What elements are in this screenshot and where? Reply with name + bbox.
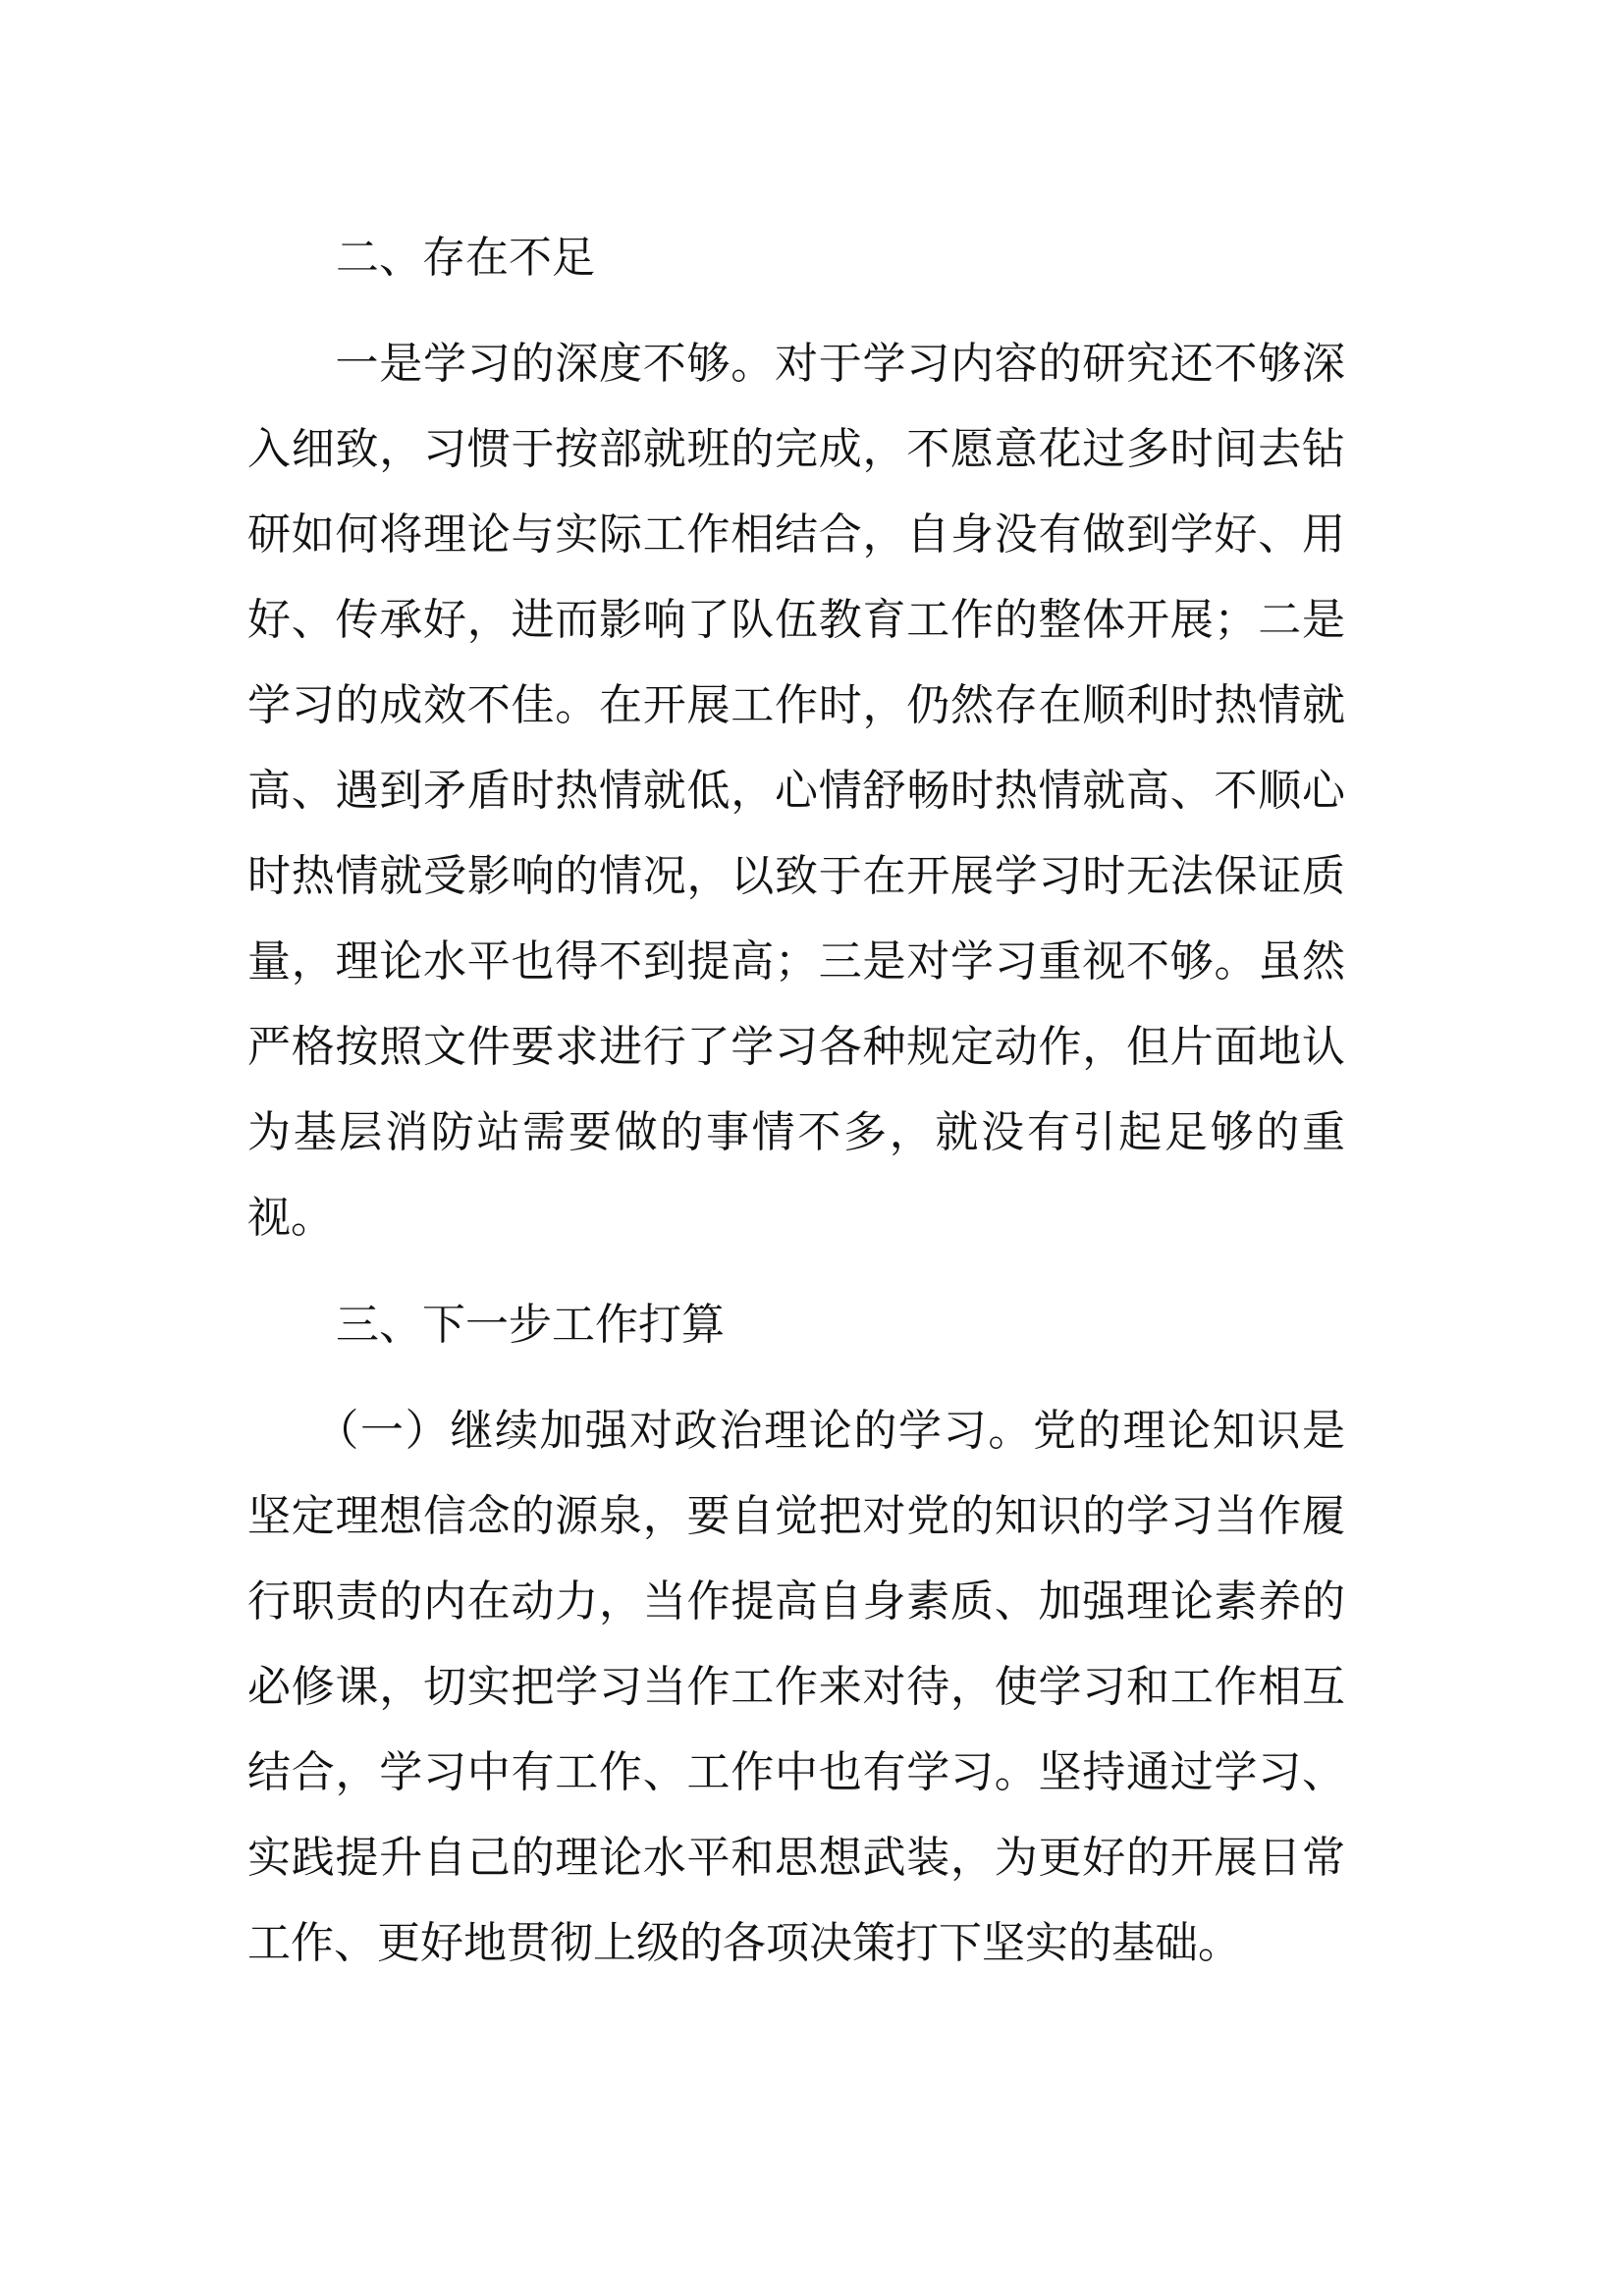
paragraph-line: 一是学习的深度不够。对于学习内容的研究还不够深 xyxy=(247,339,1345,389)
paragraph-line: 必修课，切实把学习当作工作来对待，使学习和工作相互 xyxy=(247,1662,1345,1712)
paragraph-line: 入细致，习惯于按部就班的完成，不愿意花过多时间去钻 xyxy=(247,424,1345,474)
paragraph-line: 行职责的内在动力，当作提高自身素质、加强理论素养的 xyxy=(247,1576,1345,1627)
paragraph-line: 工作、更好地贯彻上级的各项决策打下坚实的基础。 xyxy=(247,1918,1241,1968)
section-heading-shortcomings: 二、存在不足 xyxy=(336,233,595,283)
section-heading-next-steps: 三、下一步工作打算 xyxy=(336,1300,725,1350)
paragraph-line: 为基层消防站需要做的事情不多，就没有引起足够的重 xyxy=(247,1107,1345,1157)
paragraph-line: 坚定理想信念的源泉，要自觉把对党的知识的学习当作履 xyxy=(247,1491,1345,1541)
paragraph-line: 研如何将理论与实际工作相结合，自身没有做到学好、用 xyxy=(247,509,1345,560)
paragraph-line: 学习的成效不佳。在开展工作时，仍然存在顺利时热情就 xyxy=(247,680,1345,730)
paragraph-line: 视。 xyxy=(247,1193,334,1243)
paragraph-line: 高、遇到矛盾时热情就低，心情舒畅时热情就高、不顺心 xyxy=(247,766,1345,816)
paragraph-line: 好、传承好，进而影响了队伍教育工作的整体开展；二是 xyxy=(247,595,1345,645)
paragraph-line: （一）继续加强对政治理论的学习。党的理论知识是 xyxy=(247,1406,1345,1456)
paragraph-line: 量，理论水平也得不到提高；三是对学习重视不够。虽然 xyxy=(247,936,1345,987)
paragraph-line: 结合，学习中有工作、工作中也有学习。坚持通过学习、 xyxy=(247,1747,1345,1797)
paragraph-line: 时热情就受影响的情况，以致于在开展学习时无法保证质 xyxy=(247,851,1345,901)
paragraph-line: 严格按照文件要求进行了学习各种规定动作，但片面地认 xyxy=(247,1022,1345,1072)
paragraph-line: 实践提升自己的理论水平和思想武装，为更好的开展日常 xyxy=(247,1833,1345,1883)
